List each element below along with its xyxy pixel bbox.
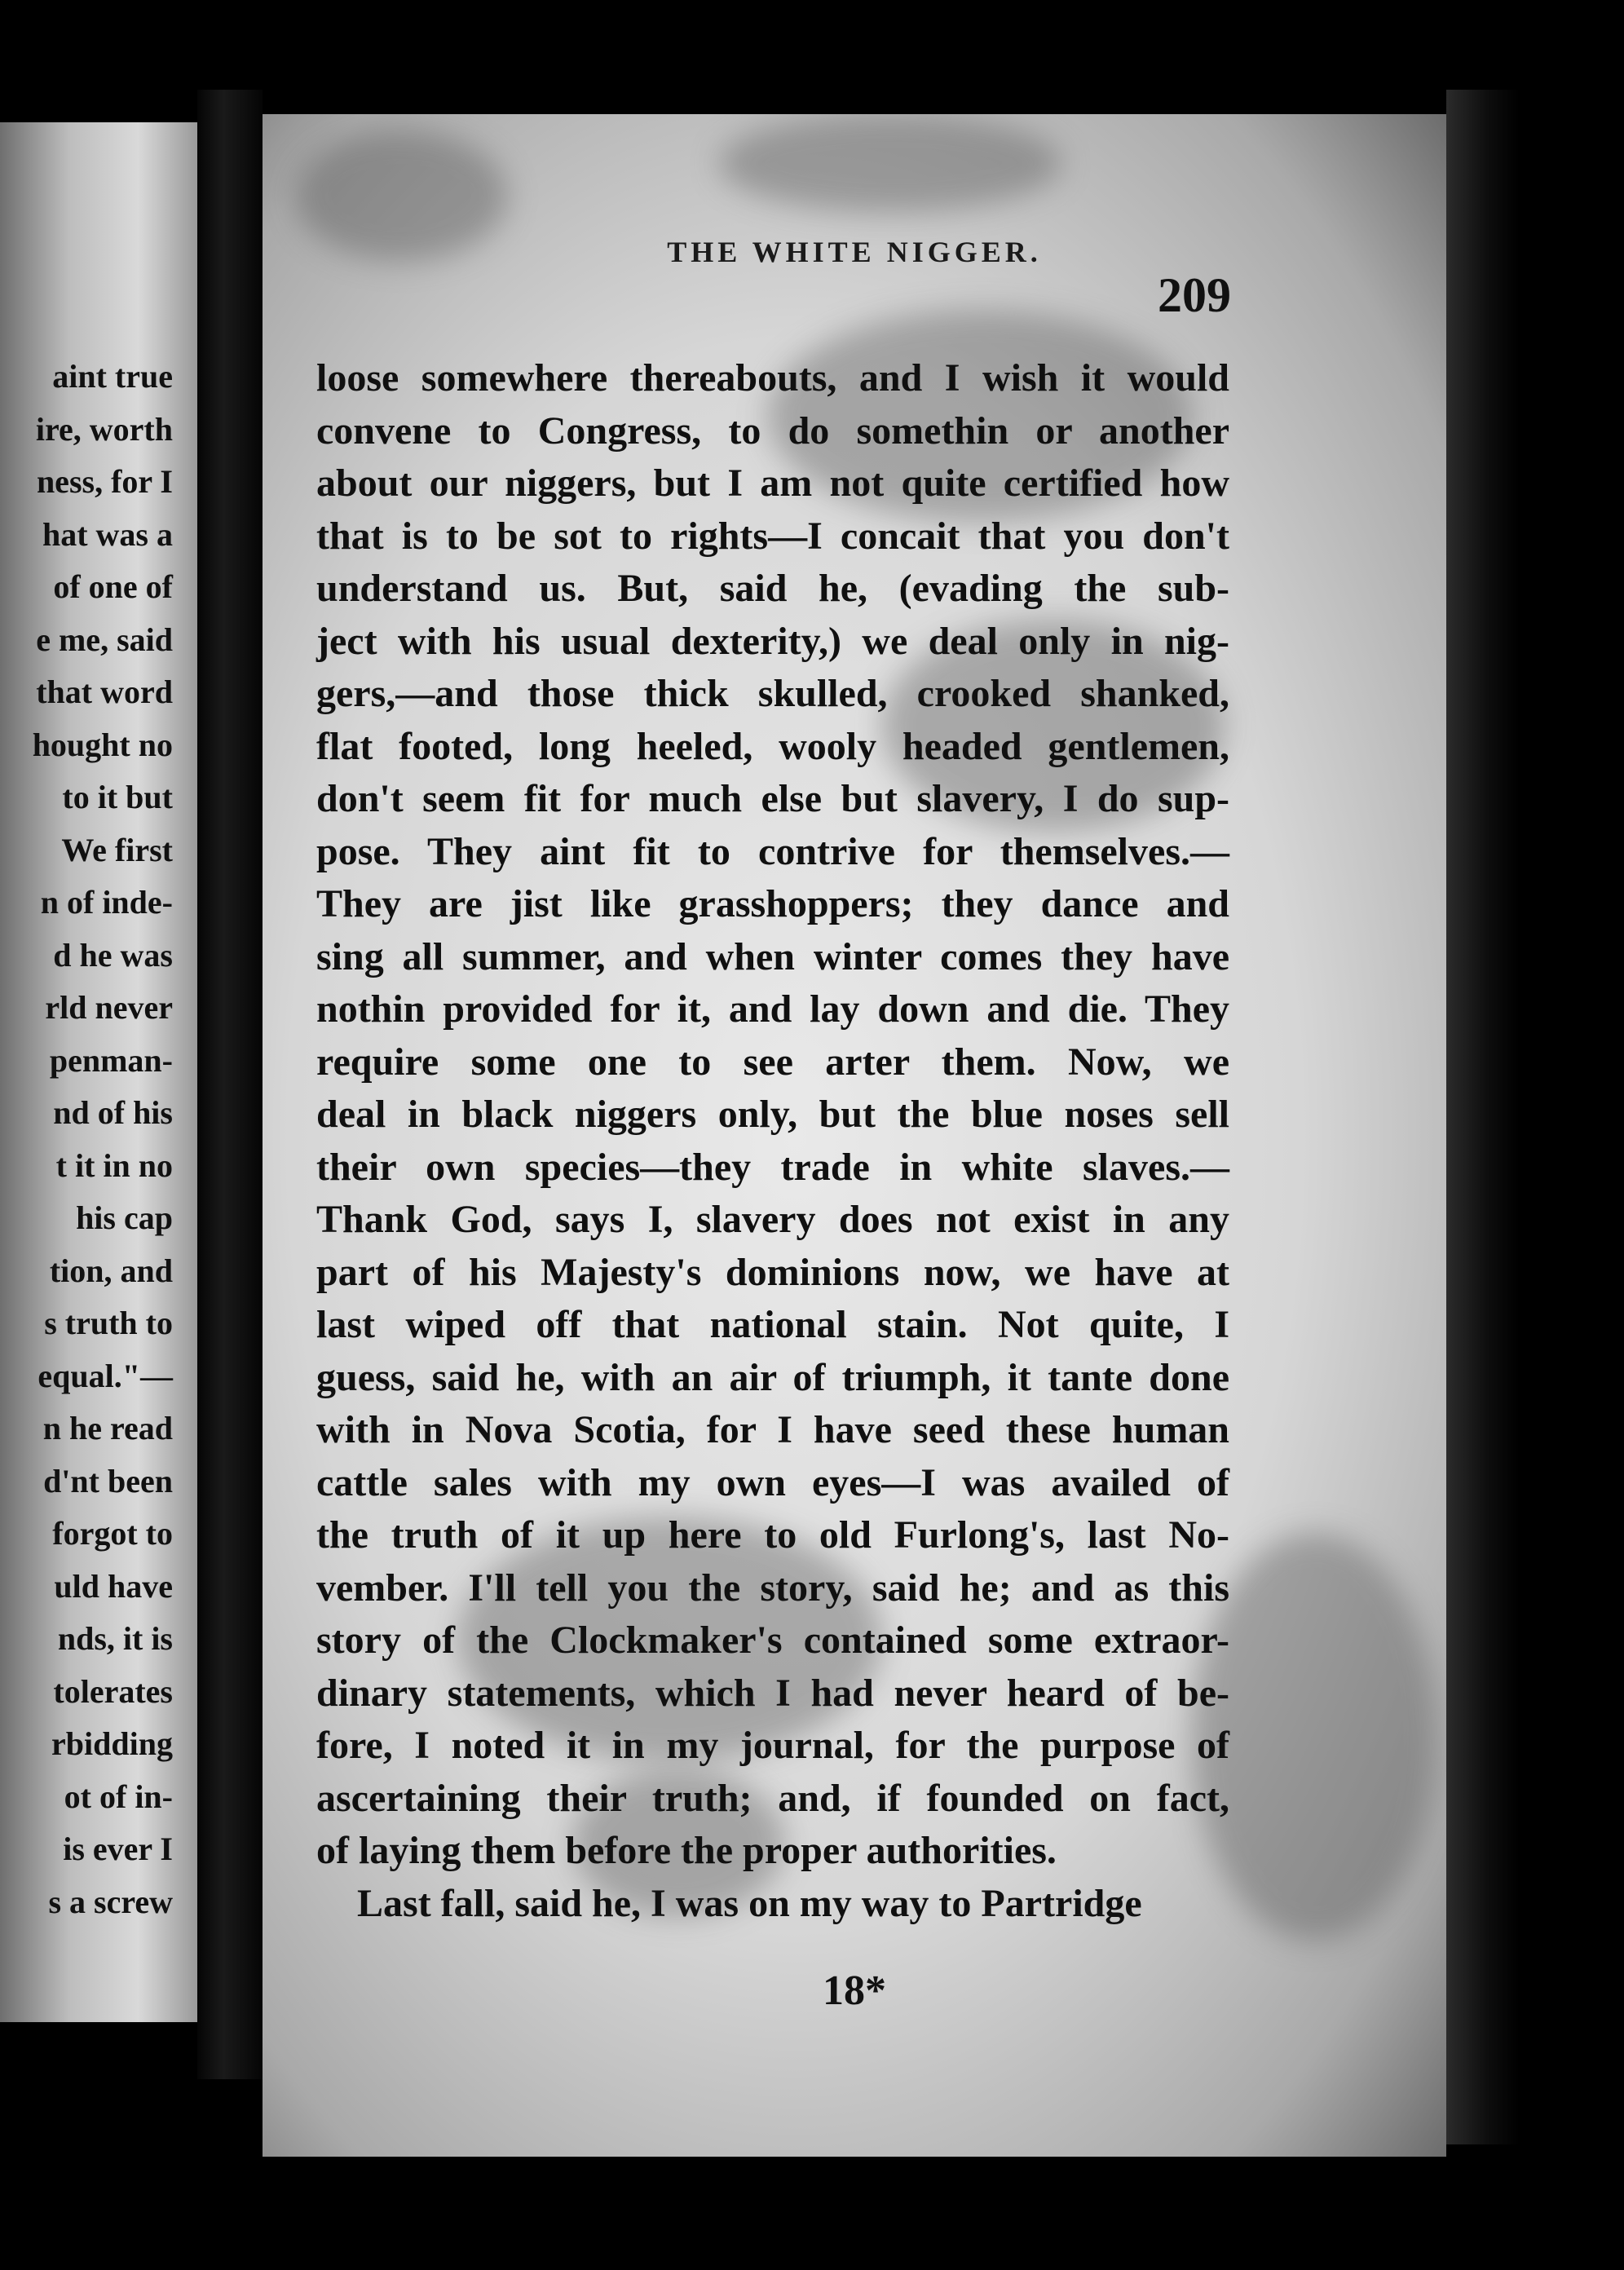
text-line: gers,—and those thick skulled, crooked shanked, (316, 672, 1229, 715)
previous-page-line: is ever I (63, 1831, 173, 1867)
previous-page-text (33, 351, 173, 1928)
text-line: Thank God, says I, slavery does not exist in any (316, 1198, 1229, 1241)
text-line: pose. They aint fit to contrive for themselves.— (316, 829, 1229, 873)
previous-page-line: e me, said (36, 620, 173, 658)
text-line: dinary statements, which I had never heard of be- (316, 1671, 1229, 1715)
text-line: nothin provided for it, and lay down and die. They (316, 987, 1229, 1031)
previous-page-line: his cap (76, 1199, 173, 1236)
text-line: Last fall, said he, I was on my way to Partridge (357, 1881, 1142, 1925)
text-line: don't seem fit for much else but slavery, I do sup- (316, 777, 1229, 820)
text-line: understand us. But, said he, (evading the sub- (316, 567, 1229, 610)
text-line: that is to be sot to rights—I concait that you don't (316, 514, 1229, 558)
text-line: sing all summer, and when winter comes they have (316, 934, 1229, 978)
previous-page-line: t it in no (55, 1146, 173, 1184)
previous-page-line: nds, it is (57, 1620, 173, 1657)
previous-page-line: n of inde- (40, 884, 173, 921)
previous-page-line: equal."— (38, 1357, 173, 1394)
text-line: require some one to see arter them. Now, we (316, 1040, 1229, 1084)
previous-page-line: rbidding (51, 1725, 173, 1762)
text-line: story of the Clockmaker's contained some extraor- (316, 1619, 1229, 1662)
previous-page-line: penman- (49, 1041, 173, 1079)
previous-page-line: d he was (53, 936, 173, 974)
text-line: cattle sales with my own eyes—I was availed of (316, 1460, 1229, 1504)
text-line: of laying them before the proper authorities. (316, 1829, 1057, 1872)
text-line: flat footed, long heeled, wooly headed gentlemen, (316, 724, 1229, 768)
text-line: loose somewhere thereabouts, and I wish it would (316, 356, 1229, 400)
previous-page-line: ness, for I (36, 463, 173, 500)
page-number: 209 (1158, 268, 1231, 322)
text-line: the truth of it up here to old Furlong's, last No- (316, 1513, 1229, 1557)
text-line: convene to Congress, to do somethin or another (316, 409, 1229, 453)
previous-page-line: forgot to (52, 1515, 173, 1552)
text-line: vember. I'll tell you the story, said he; and as this (316, 1566, 1229, 1610)
page-edge-shadow (1446, 90, 1520, 2144)
previous-page-line: s a screw (48, 1883, 173, 1920)
text-line: ascertaining their truth; and, if founded on fact, (316, 1776, 1229, 1820)
previous-page-line: nd of his (53, 1094, 173, 1131)
running-head-title: THE WHITE NIGGER. (667, 236, 1042, 268)
text-line: deal in black niggers only, but the blue noses sell (316, 1093, 1229, 1136)
text-line: with in Nova Scotia, for I have seed these human (316, 1408, 1229, 1451)
previous-page-line: d'nt been (43, 1462, 173, 1499)
previous-page-line: ot of in- (64, 1778, 173, 1815)
previous-page-line: of one of (53, 568, 173, 605)
text-line: ject with his usual dexterity,) we deal only in nig- (316, 619, 1229, 663)
text-line: about our niggers, but I am not quite certified how (316, 462, 1229, 505)
book-gutter (197, 90, 263, 2079)
previous-page-fragment (0, 122, 197, 2022)
body-text (316, 352, 1229, 1930)
previous-page-line: We first (61, 831, 173, 868)
text-line: fore, I noted it in my journal, for the purpose of (316, 1724, 1229, 1767)
text-line: their own species—they trade in white slaves.— (316, 1145, 1229, 1189)
previous-page-line: uld have (54, 1567, 173, 1605)
previous-page-line: that word (36, 673, 173, 710)
previous-page-line: rld never (45, 989, 173, 1026)
text-line: last wiped off that national stain. Not quite, I (316, 1303, 1229, 1346)
previous-page-line: ire, worth (35, 410, 173, 448)
previous-page-line: to it but (62, 779, 173, 815)
previous-page-line: hat was a (42, 515, 173, 553)
text-line: part of his Majesty's dominions now, we have at (316, 1250, 1229, 1294)
previous-page-line: n he read (42, 1410, 173, 1446)
previous-page-line: hought no (32, 726, 173, 763)
previous-page-line: aint true (52, 358, 173, 395)
text-line: They are jist like grasshoppers; they dance and (316, 882, 1229, 925)
previous-page-line: tolerates (53, 1672, 173, 1710)
previous-page-line: tion, and (49, 1252, 173, 1289)
signature-mark: 18* (823, 1967, 886, 2014)
text-line: guess, said he, with an air of triumph, it tante done (316, 1355, 1229, 1399)
previous-page-line: s truth to (44, 1305, 173, 1341)
